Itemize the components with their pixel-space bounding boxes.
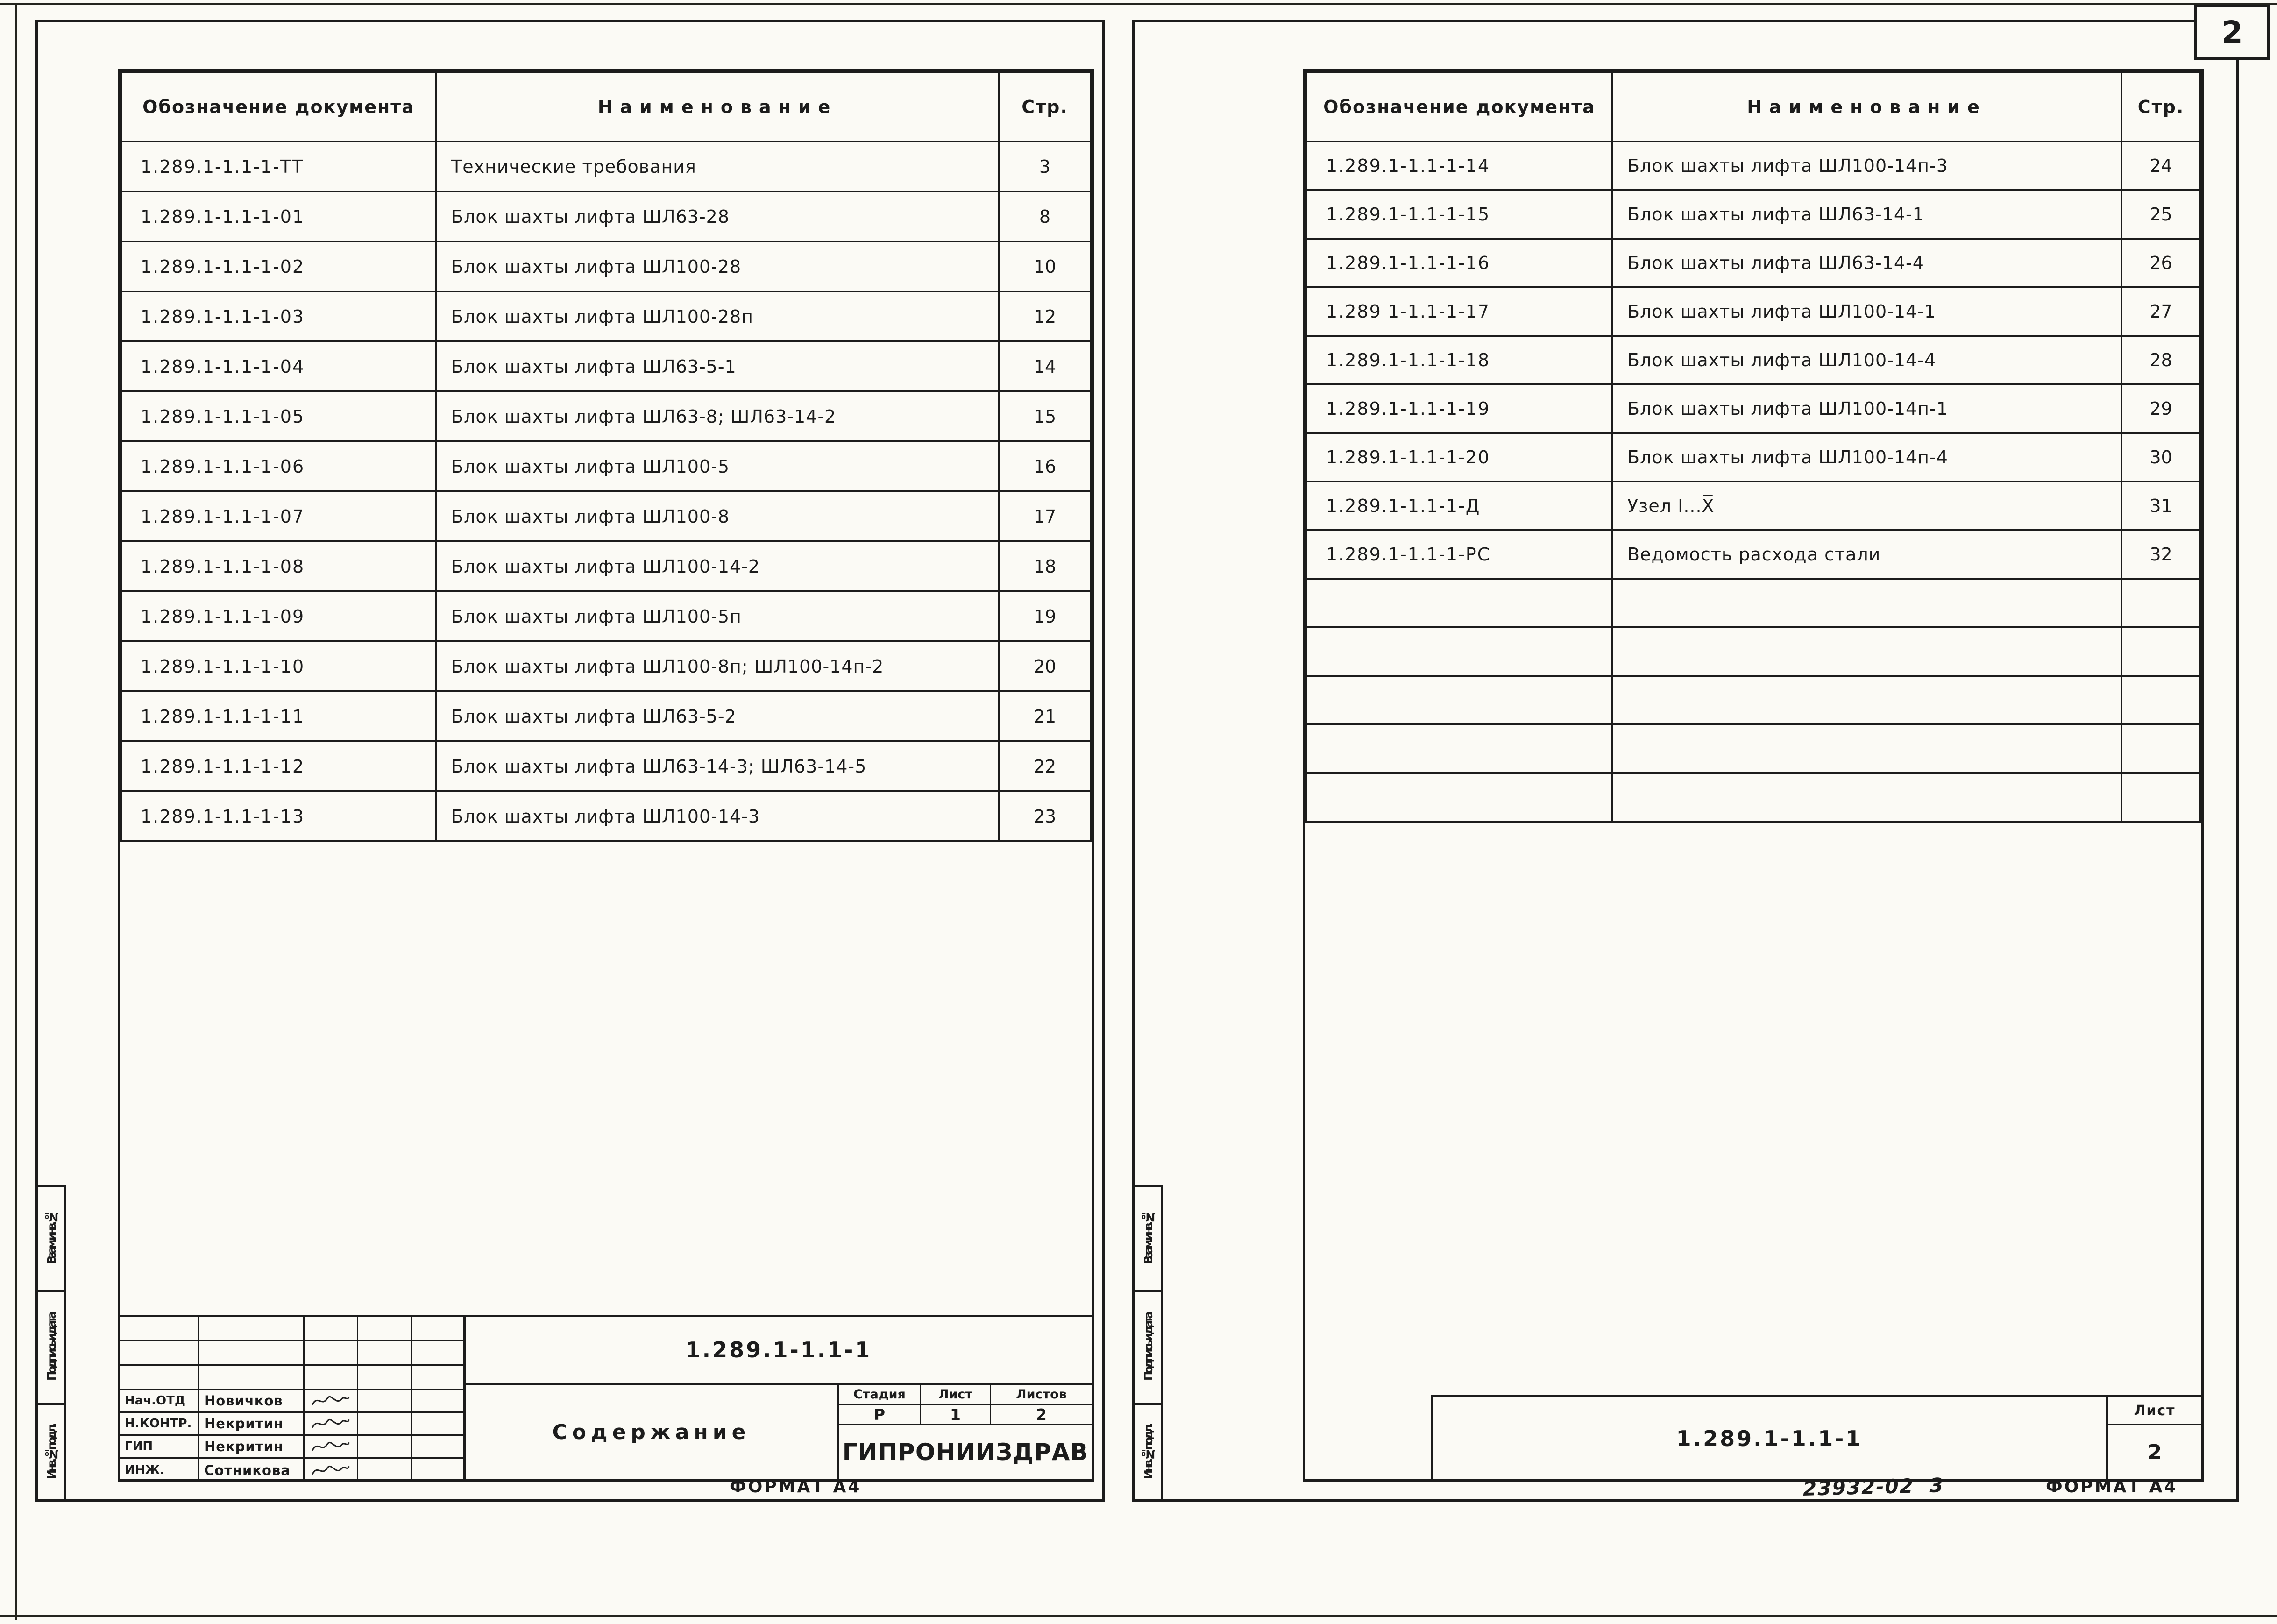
cell-designation: 1.289 1-1.1-1-17 — [1306, 287, 1612, 336]
signature-role: Нач.ОТД — [120, 1390, 199, 1413]
col-header-name: Наименование — [1612, 72, 2121, 142]
grid-cell-empty — [412, 1459, 463, 1482]
table-row — [1306, 530, 2200, 579]
cell-designation: 1.289.1-1.1-1-15 — [1306, 190, 1612, 239]
document-number: 1.289.1-1.1-1 — [466, 1317, 1092, 1385]
margin-label: Инв.№подл. — [44, 1425, 58, 1479]
cell-page: 26 — [2121, 239, 2200, 287]
title-block-right-part — [466, 1317, 1092, 1479]
table-row — [1306, 627, 2200, 676]
margin-label: Подпись и дата — [1141, 1314, 1155, 1381]
scan-edge-top — [0, 3, 2277, 5]
cell-designation: 1.289.1-1.1-1-14 — [1306, 142, 1612, 190]
cell-designation: 1.289.1-1.1-1-07 — [121, 491, 436, 541]
cell-designation: 1.289.1-1.1-1-06 — [121, 441, 436, 491]
grid-cell-empty — [199, 1366, 305, 1390]
grid-cell-empty — [412, 1317, 463, 1341]
sheet-cell — [2108, 1397, 2201, 1479]
stage-value: Р — [839, 1405, 921, 1425]
drawing-frame-right — [1303, 69, 2204, 1482]
cell-title: Блок шахты лифта ШЛ100-5 — [436, 441, 999, 491]
cell-designation — [1306, 773, 1612, 822]
cell-title: Блок шахты лифта ШЛ100-5п — [436, 591, 999, 641]
grid-cell-empty — [358, 1390, 412, 1413]
signature-role: ГИП — [120, 1436, 199, 1459]
cell-title: Блок шахты лифта ШЛ63-28 — [436, 191, 999, 241]
scan-edge-left — [15, 3, 17, 1620]
cell-page: 30 — [2121, 433, 2200, 482]
cell-designation: 1.289.1-1.1-1-02 — [121, 241, 436, 291]
grid-cell-empty — [358, 1459, 412, 1482]
grid-cell-empty — [358, 1436, 412, 1459]
cell-page — [2121, 773, 2200, 822]
margin-label: Взам.инв.№ — [1141, 1213, 1155, 1264]
cell-page: 23 — [999, 791, 1091, 841]
cell-page: 27 — [2121, 287, 2200, 336]
format-label: ФОРМАТ А4 — [730, 1477, 862, 1496]
cell-designation: 1.289.1-1.1-1-РС — [1306, 530, 1612, 579]
cell-designation: 1.289.1-1.1-1-12 — [121, 741, 436, 791]
cell-page — [2121, 579, 2200, 627]
cell-page: 12 — [999, 291, 1091, 341]
archive-stamp: 23932-02 3 — [1802, 1474, 1945, 1500]
cell-page: 32 — [2121, 530, 2200, 579]
table-row — [1306, 724, 2200, 773]
cell-page: 8 — [999, 191, 1091, 241]
table-row — [121, 291, 1091, 341]
sheet-number: 2 — [2147, 1440, 2162, 1464]
table-row — [1306, 384, 2200, 433]
table-row — [1306, 336, 2200, 384]
cell-title: Блок шахты лифта ШЛ100-14п-1 — [1612, 384, 2121, 433]
signature-name: Новичков — [199, 1390, 305, 1413]
table-row — [121, 591, 1091, 641]
cell-title: Узел I...X̅ — [1612, 482, 2121, 530]
cell-title: Блок шахты лифта ШЛ63-14-3; ШЛ63-14-5 — [436, 741, 999, 791]
table-row — [121, 541, 1091, 591]
signature-name: Сотникова — [199, 1459, 305, 1482]
header-row — [121, 72, 1091, 142]
cell-page: 15 — [999, 391, 1091, 441]
organization-name: ГИПРОНИИЗДРАВ — [842, 1439, 1089, 1466]
cell-page: 14 — [999, 341, 1091, 391]
cell-title — [1612, 724, 2121, 773]
cell-title: Ведомость расхода стали — [1612, 530, 2121, 579]
cell-designation: 1.289.1-1.1-1-03 — [121, 291, 436, 341]
table-row — [1306, 676, 2200, 724]
table-row — [121, 691, 1091, 741]
cell-designation: 1.289.1-1.1-1-04 — [121, 341, 436, 391]
format-label: ФОРМАТ А4 — [2046, 1477, 2178, 1496]
table-row — [121, 391, 1091, 441]
page-number: 2 — [2221, 14, 2243, 50]
sheet-label: Лист — [2108, 1397, 2201, 1425]
cell-page: 24 — [2121, 142, 2200, 190]
margin-box — [1135, 1290, 1163, 1403]
margin-label: Инв.№подл. — [1141, 1425, 1155, 1479]
signature-role: Н.КОНТР. — [120, 1413, 199, 1436]
cell-designation — [1306, 724, 1612, 773]
signature-name: Некритин — [199, 1413, 305, 1436]
cell-title: Блок шахты лифта ШЛ100-8 — [436, 491, 999, 541]
cell-title: Блок шахты лифта ШЛ100-14п-4 — [1612, 433, 2121, 482]
contents-table-left — [120, 71, 1092, 842]
cell-page: 3 — [999, 142, 1091, 191]
cell-designation: 1.289.1-1.1-1-08 — [121, 541, 436, 591]
col-header-page: Стр. — [2121, 72, 2200, 142]
document-title: Содержание — [466, 1385, 839, 1479]
cell-page: 10 — [999, 241, 1091, 291]
cell-title: Блок шахты лифта ШЛ100-28п — [436, 291, 999, 341]
table-row — [1306, 433, 2200, 482]
cell-designation: 1.289.1-1.1-1-ТТ — [121, 142, 436, 191]
cell-title — [1612, 773, 2121, 822]
margin-column-left — [38, 1185, 66, 1499]
sheet-right — [1132, 20, 2239, 1502]
grid-cell-empty — [305, 1366, 358, 1390]
sheets-value: 2 — [991, 1405, 1092, 1425]
sheet-left — [35, 20, 1105, 1502]
signature-mark — [305, 1436, 358, 1459]
grid-cell-empty — [412, 1390, 463, 1413]
table-row — [1306, 579, 2200, 627]
grid-cell-empty — [120, 1317, 199, 1341]
cell-page: 16 — [999, 441, 1091, 491]
scan-edge-bottom — [0, 1615, 2277, 1617]
cell-designation: 1.289.1-1.1-1-18 — [1306, 336, 1612, 384]
col-header-name: Наименование — [436, 72, 999, 142]
cell-page: 20 — [999, 641, 1091, 691]
table-row — [1306, 482, 2200, 530]
table-row — [1306, 239, 2200, 287]
margin-column-right — [1135, 1185, 1163, 1499]
cell-designation — [1306, 579, 1612, 627]
cell-designation: 1.289.1-1.1-1-05 — [121, 391, 436, 441]
sheet-value: 1 — [921, 1405, 991, 1425]
table-row — [121, 791, 1091, 841]
cell-designation: 1.289.1-1.1-1-16 — [1306, 239, 1612, 287]
cell-page: 28 — [2121, 336, 2200, 384]
title-block-main — [120, 1315, 1092, 1479]
margin-label: Подпись и дата — [44, 1314, 58, 1381]
margin-label: Взам.инв.№ — [44, 1213, 58, 1264]
cell-page: 22 — [999, 741, 1091, 791]
cell-title: Блок шахты лифта ШЛ100-14-2 — [436, 541, 999, 591]
cell-title: Технические требования — [436, 142, 999, 191]
cell-title — [1612, 627, 2121, 676]
cell-page: 25 — [2121, 190, 2200, 239]
grid-cell-empty — [358, 1413, 412, 1436]
cell-title: Блок шахты лифта ШЛ100-14п-3 — [1612, 142, 2121, 190]
table-row — [121, 741, 1091, 791]
grid-cell-empty — [358, 1341, 412, 1366]
table-row — [121, 641, 1091, 691]
cell-page: 31 — [2121, 482, 2200, 530]
col-header-designation: Обозначение документа — [1306, 72, 1612, 142]
stage-sheet-table — [839, 1385, 1092, 1425]
page-number-box — [2194, 5, 2270, 60]
table-row — [121, 441, 1091, 491]
cell-designation: 1.289.1-1.1-1-09 — [121, 591, 436, 641]
table-row — [121, 142, 1091, 191]
cell-designation — [1306, 627, 1612, 676]
table-row — [121, 491, 1091, 541]
grid-cell-empty — [199, 1341, 305, 1366]
col-header-designation: Обозначение документа — [121, 72, 436, 142]
table-row — [121, 191, 1091, 241]
title-block-continuation — [1431, 1395, 2201, 1479]
cell-title — [1612, 676, 2121, 724]
signature-mark — [305, 1390, 358, 1413]
grid-cell-empty — [305, 1341, 358, 1366]
table-row — [1306, 142, 2200, 190]
margin-box — [38, 1403, 66, 1499]
cell-title: Блок шахты лифта ШЛ63-8; ШЛ63-14-2 — [436, 391, 999, 441]
contents-table-right — [1305, 71, 2201, 823]
signature-mark — [305, 1413, 358, 1436]
grid-cell-empty — [120, 1366, 199, 1390]
grid-cell-empty — [412, 1436, 463, 1459]
drawing-frame-left — [118, 69, 1094, 1482]
margin-box — [38, 1290, 66, 1403]
cell-page — [2121, 676, 2200, 724]
grid-cell-empty — [412, 1366, 463, 1390]
signature-mark — [305, 1459, 358, 1482]
cell-designation: 1.289.1-1.1-1-13 — [121, 791, 436, 841]
sheet-label: Лист — [921, 1385, 991, 1405]
cell-title: Блок шахты лифта ШЛ63-5-2 — [436, 691, 999, 741]
cell-page: 18 — [999, 541, 1091, 591]
cell-page: 19 — [999, 591, 1091, 641]
cell-title: Блок шахты лифта ШЛ100-28 — [436, 241, 999, 291]
cell-designation — [1306, 676, 1612, 724]
document-number: 1.289.1-1.1-1 — [1433, 1397, 2108, 1479]
table-row — [121, 241, 1091, 291]
cell-designation: 1.289.1-1.1-1-Д — [1306, 482, 1612, 530]
stage-org-column — [839, 1385, 1092, 1479]
margin-box — [1135, 1185, 1163, 1290]
cell-designation: 1.289.1-1.1-1-20 — [1306, 433, 1612, 482]
cell-page — [2121, 627, 2200, 676]
cell-title: Блок шахты лифта ШЛ63-14-4 — [1612, 239, 2121, 287]
header-row — [1306, 72, 2200, 142]
cell-page: 29 — [2121, 384, 2200, 433]
cell-title: Блок шахты лифта ШЛ100-14-1 — [1612, 287, 2121, 336]
signature-name: Некритин — [199, 1436, 305, 1459]
cell-title: Блок шахты лифта ШЛ100-14-3 — [436, 791, 999, 841]
cell-designation: 1.289.1-1.1-1-11 — [121, 691, 436, 741]
grid-cell-empty — [358, 1317, 412, 1341]
cell-title: Блок шахты лифта ШЛ63-5-1 — [436, 341, 999, 391]
margin-box — [1135, 1403, 1163, 1499]
table-row — [1306, 773, 2200, 822]
grid-cell-empty — [199, 1317, 305, 1341]
signature-grid — [120, 1317, 466, 1479]
cell-page: 17 — [999, 491, 1091, 541]
cell-designation: 1.289.1-1.1-1-19 — [1306, 384, 1612, 433]
col-header-page: Стр. — [999, 72, 1091, 142]
signature-role: ИНЖ. — [120, 1459, 199, 1482]
cell-title: Блок шахты лифта ШЛ100-14-4 — [1612, 336, 2121, 384]
cell-designation: 1.289.1-1.1-1-01 — [121, 191, 436, 241]
cell-title: Блок шахты лифта ШЛ63-14-1 — [1612, 190, 2121, 239]
stage-label: Стадия — [839, 1385, 921, 1405]
table-row — [121, 341, 1091, 391]
sheets-label: Листов — [991, 1385, 1092, 1405]
grid-cell-empty — [120, 1341, 199, 1366]
cell-title — [1612, 579, 2121, 627]
grid-cell-empty — [305, 1317, 358, 1341]
grid-cell-empty — [358, 1366, 412, 1390]
cell-title: Блок шахты лифта ШЛ100-8п; ШЛ100-14п-2 — [436, 641, 999, 691]
margin-box — [38, 1185, 66, 1290]
table-row — [1306, 190, 2200, 239]
cell-designation: 1.289.1-1.1-1-10 — [121, 641, 436, 691]
grid-cell-empty — [412, 1413, 463, 1436]
cell-page: 21 — [999, 691, 1091, 741]
grid-cell-empty — [412, 1341, 463, 1366]
cell-page — [2121, 724, 2200, 773]
table-row — [1306, 287, 2200, 336]
title-block-bottom — [466, 1385, 1092, 1479]
